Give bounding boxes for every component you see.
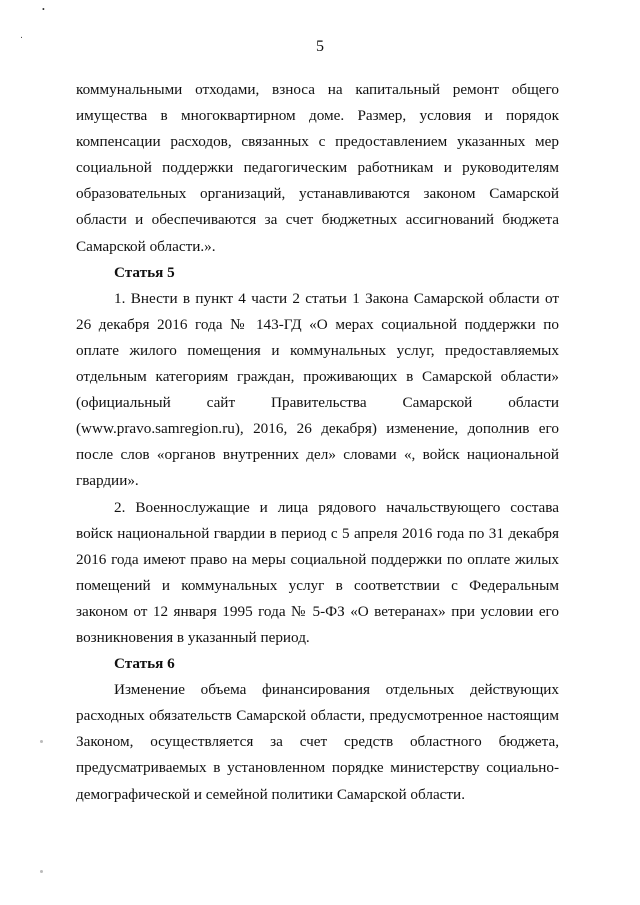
article-6-paragraph-1: Изменение объема финансирования отдельных действующих расходных обязательств Самарской области, предусмотренное настоящим Законом, осуществляется за счет средств областного бюджета, предусматриваемых в установленном порядке министерству социально-демографической и семейной политики Самарской области. [76,681,559,803]
paragraph-continuation: коммунальными отходами, взноса на капитальный ремонт общего имущества в многоквартирном доме. Размер, условия и порядок компенсации расходов, связанных с предоставлением указанных мер социальной поддержки педагогическим работникам и руководителям образовательных организаций, устанавливаются законом Самарской области и обеспечиваются за счет бюджетных ассигнований бюджета Самарской области.». [76,81,559,255]
scan-dust-mark [40,740,43,743]
page-number: 5 [316,38,324,55]
scan-dust-mark [40,870,43,873]
article-5-heading: Статья 5 [114,263,175,281]
article-5-paragraph-2: 2. Военнослужащие и лица рядового начальствующего состава войск национальной гвардии в период с 5 апреля 2016 года по 31 декабря 2016 года имеют право на меры социальной поддержки по оплате жилых помещений и коммунальных услуг в соответствии с Федеральным законом от 12 января 1995 года № 5-ФЗ «О ветеранах» при условии его возникновения в указанный период. [76,498,559,646]
scan-speck-mark: ᐧ [20,33,23,44]
article-5-paragraph-1: 1. Внести в пункт 4 части 2 статьи 1 Закона Самарской области от 26 декабря 2016 года № 143-ГД «О мерах социальной поддержки по оплате жилого помещения и коммунальных услуг, предоставляемых отдельным категориям граждан, проживающих в Самарской области» (официальный сайт Правительства Самарской области (www.pravo.samregion.ru), 2016, 26 декабря) изменение, дополнив его после слов «органов внутренних дел» словами «, войск национальной гвардии». [76,289,559,490]
document-body [76,77,559,808]
article-6-heading: Статья 6 [114,655,175,673]
scan-speck-mark: • [42,5,45,14]
